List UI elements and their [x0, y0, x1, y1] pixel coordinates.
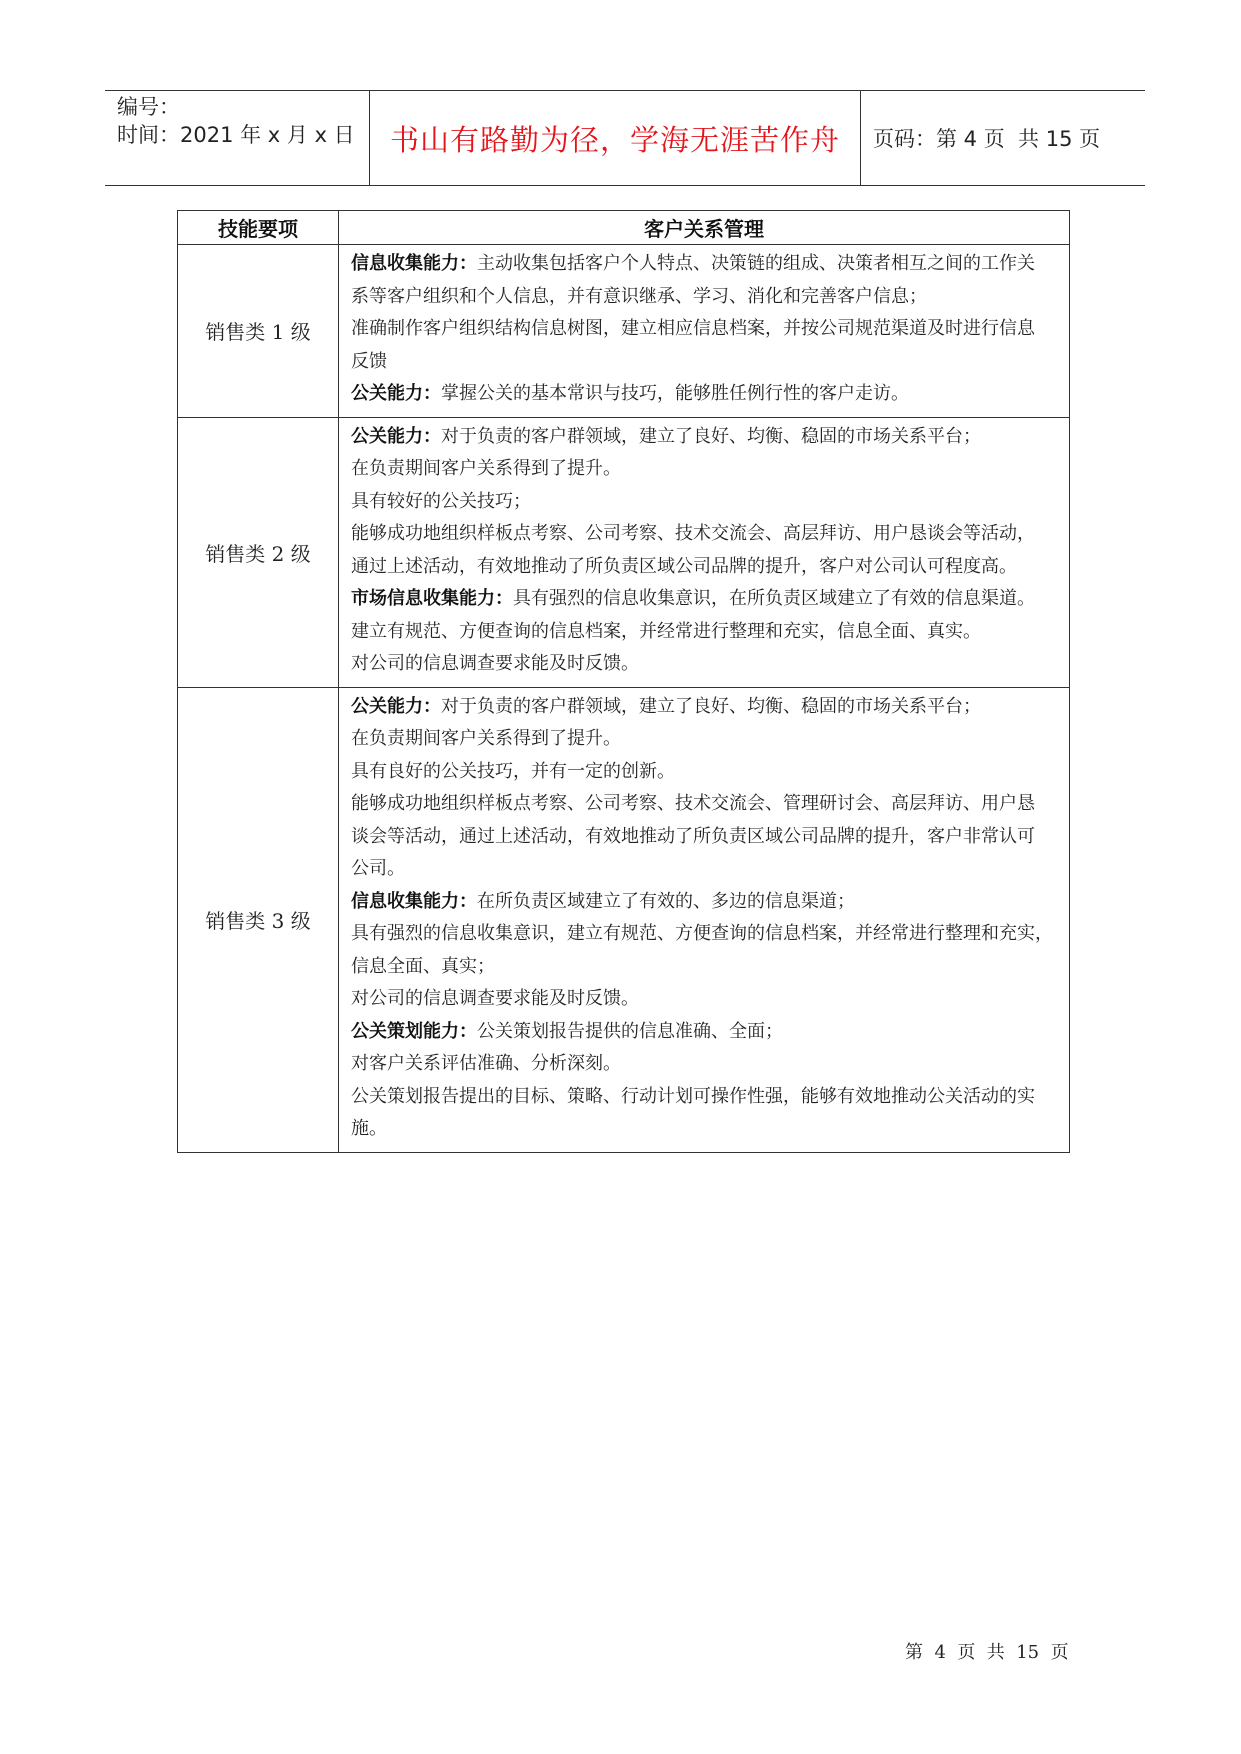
description-text: 掌握公关的基本常识与技巧，能够胜任例行性的客户走访。 [441, 383, 909, 404]
description-text: 系等客户组织和个人信息，并有意识继承、学习、消化和完善客户信息； [351, 285, 927, 307]
description-line [351, 723, 1061, 756]
header-page-label: 页码：第 4 页 共 15 页 [873, 127, 1101, 151]
column-header-crm: 客户关系管理 [339, 211, 1070, 245]
description-line [351, 756, 1061, 789]
description-line [351, 1016, 1061, 1049]
description-line [351, 983, 1061, 1016]
description-text: 公司。 [351, 858, 405, 879]
description-text: 准确制作客户组织结构信息树图，建立相应信息档案，并按公司规范渠道及时进行信息 [351, 318, 1035, 339]
page-header [105, 90, 1145, 186]
ability-keyword: 公关策划能力： [351, 1020, 477, 1042]
document-time-label: 时间：2021 年 x 月 x 日 [117, 123, 355, 147]
header-meta [117, 93, 355, 149]
description-line [351, 886, 1061, 919]
description-text: 具有较好的公关技巧； [351, 490, 531, 512]
description-text: 施。 [351, 1118, 387, 1139]
description-line [351, 281, 1061, 314]
description-line [351, 691, 1061, 724]
description-line [351, 1048, 1061, 1081]
skill-level-cell: 销售类 2 级 [178, 417, 339, 687]
description-text: 建立有规范、方便查询的信息档案，并经常进行整理和充实，信息全面、真实。 [351, 620, 981, 642]
description-line [351, 453, 1061, 486]
skill-level-cell: 销售类 1 级 [178, 245, 339, 418]
description-line [351, 821, 1061, 854]
description-text: 公关策划报告提供的信息准确、全面； [477, 1020, 783, 1042]
header-page-info [873, 91, 1100, 185]
description-text: 对公司的信息调查要求能及时反馈。 [351, 653, 639, 674]
description-line [351, 648, 1061, 681]
description-text: 对公司的信息调查要求能及时反馈。 [351, 988, 639, 1009]
description-text: 对客户关系评估准确、分析深刻。 [351, 1053, 621, 1074]
description-line [351, 1113, 1061, 1146]
description-line [351, 551, 1061, 584]
description-text: 公关策划报告提出的目标、策略、行动计划可操作性强，能够有效地推动公关活动的实 [351, 1085, 1035, 1107]
description-line [351, 788, 1061, 821]
column-header-skill: 技能要项 [178, 211, 339, 245]
description-line [351, 421, 1061, 454]
table-header-row [178, 211, 1070, 245]
ability-keyword: 公关能力： [351, 383, 441, 404]
table-row [178, 687, 1070, 1152]
description-text: 反馈 [351, 350, 387, 372]
ability-keyword: 市场信息收集能力： [351, 588, 513, 609]
description-text: 对于负责的客户群领域，建立了良好、均衡、稳固的市场关系平台； [441, 425, 981, 447]
description-line [351, 1081, 1061, 1114]
skill-description-cell [339, 687, 1070, 1152]
table-body [178, 245, 1070, 1153]
description-line [351, 346, 1061, 379]
description-text: 信息全面、真实； [351, 955, 495, 977]
description-line [351, 583, 1061, 616]
description-text: 对于负责的客户群领域，建立了良好、均衡、稳固的市场关系平台； [441, 695, 981, 717]
description-line [351, 518, 1061, 551]
ability-keyword: 信息收集能力： [351, 253, 477, 274]
description-line [351, 853, 1061, 886]
description-line [351, 486, 1061, 519]
description-text: 在所负责区域建立了有效的、多边的信息渠道； [477, 890, 855, 912]
table-row [178, 245, 1070, 418]
description-text: 在负责期间客户关系得到了提升。 [351, 728, 621, 749]
description-text: 能够成功地组织样板点考察、公司考察、技术交流会、管理研讨会、高层拜访、用户恳 [351, 793, 1035, 814]
description-line [351, 918, 1061, 951]
ability-keyword: 公关能力： [351, 425, 441, 447]
description-line [351, 378, 1061, 411]
description-line [351, 248, 1061, 281]
skill-level-cell: 销售类 3 级 [178, 687, 339, 1152]
header-motto: 书山有路勤为径，学海无涯苦作舟 [389, 122, 840, 157]
description-line [351, 313, 1061, 346]
description-text: 谈会等活动，通过上述活动，有效地推动了所负责区域公司品牌的提升，客户非常认可 [351, 825, 1035, 847]
description-text: 具有强烈的信息收集意识，在所负责区域建立了有效的信息渠道。 [513, 588, 1035, 609]
description-text: 具有强烈的信息收集意识，建立有规范、方便查询的信息档案，并经常进行整理和充实， [351, 923, 1053, 944]
description-text: 主动收集包括客户个人特点、决策链的组成、决策者相互之间的工作关 [477, 253, 1035, 274]
description-text: 通过上述活动，有效地推动了所负责区域公司品牌的提升，客户对公司认可程度高。 [351, 555, 1017, 577]
skill-description-cell [339, 417, 1070, 687]
table-row [178, 417, 1070, 687]
description-text: 在负责期间客户关系得到了提升。 [351, 458, 621, 479]
header-divider [860, 91, 861, 185]
description-text: 能够成功地组织样板点考察、公司考察、技术交流会、高层拜访、用户恳谈会等活动， [351, 523, 1035, 544]
document-number-label: 编号： [117, 95, 180, 119]
skills-table [177, 210, 1070, 1153]
description-line [351, 616, 1061, 649]
skill-description-cell [339, 245, 1070, 418]
description-line [351, 951, 1061, 984]
description-text: 具有良好的公关技巧，并有一定的创新。 [351, 760, 675, 782]
page-footer: 第 4 页 共 15 页 [905, 1642, 1069, 1663]
ability-keyword: 公关能力： [351, 695, 441, 717]
ability-keyword: 信息收集能力： [351, 890, 477, 912]
